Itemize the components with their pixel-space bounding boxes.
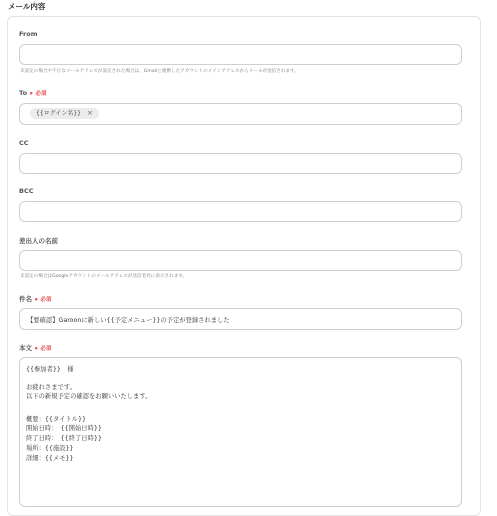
from-hint: 未設定の場合や不正なメールアドレスが設定された場合は、Gmailと連携したアカウントのメインアドレスからメールが送信されます。 xyxy=(20,69,299,74)
from-field[interactable] xyxy=(19,44,462,65)
subject-label: 件名 • 必須 xyxy=(19,295,52,304)
to-chip[interactable] xyxy=(30,108,99,119)
subject-field[interactable] xyxy=(19,308,462,330)
body-line: 以下の新規予定の確認をお願いいたします。 xyxy=(26,393,152,400)
body-line: 概要：{{タイトル}} xyxy=(26,416,86,423)
body-textarea[interactable] xyxy=(19,357,462,507)
body-line: {{参加者}} 様 xyxy=(26,366,74,373)
bcc-field[interactable] xyxy=(19,201,462,222)
bcc-label: BCC xyxy=(19,187,34,195)
body-line: 場所：{{施設}} xyxy=(26,445,74,452)
to-required-badge: 必須 xyxy=(35,91,47,97)
cc-field[interactable] xyxy=(19,153,462,174)
from-label: From xyxy=(19,30,38,38)
sender-name-field[interactable] xyxy=(19,250,462,271)
body-line: 開始日時： {{開始日時}} xyxy=(26,425,102,432)
subject-required-badge: 必須 xyxy=(40,297,52,303)
body-label: 本文 • 必須 xyxy=(19,344,52,353)
sender-name-hint: 未設定の場合はGoogleアカウントのメールアドレスが送信者名に表示されます。 xyxy=(20,274,188,279)
sender-name-label: 差出人の名前 xyxy=(19,237,58,245)
chip-remove-icon[interactable]: × xyxy=(86,109,93,117)
to-field[interactable] xyxy=(19,103,462,125)
body-required-badge: 必須 xyxy=(40,346,52,352)
to-label: To • 必須 xyxy=(19,89,47,98)
cc-label: CC xyxy=(19,139,29,147)
section-title: メール内容 xyxy=(8,2,46,11)
body-line: 終了日時： {{終了日時}} xyxy=(26,435,102,442)
subject-value: 【要確認】Garoonに新しい{{予定メニュー}}の予定が登録されました xyxy=(27,317,230,324)
to-chip-label: {{ログイン名}} xyxy=(36,110,81,117)
body-line: 詳細：{{メモ}} xyxy=(26,455,74,462)
body-line: お疲れさまです。 xyxy=(26,384,76,391)
